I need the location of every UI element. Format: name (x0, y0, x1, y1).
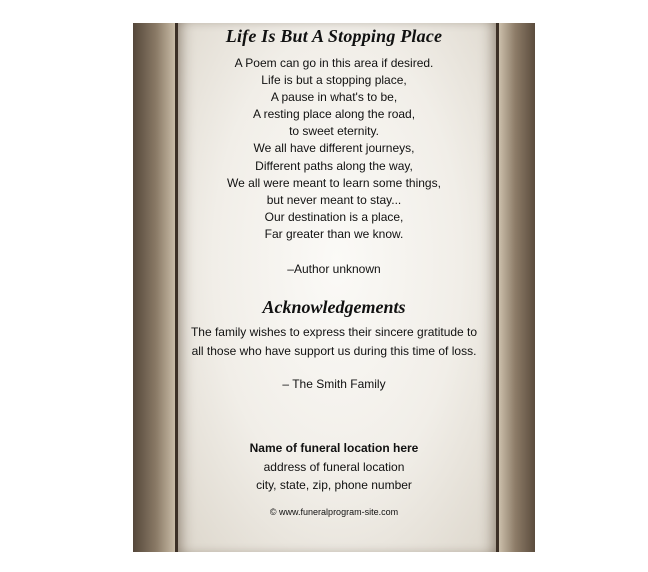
page-title: Life Is But A Stopping Place (225, 26, 443, 46)
poem-author: –Author unknown (287, 262, 381, 277)
poem-line: Different paths along the way, (255, 158, 413, 173)
poem-line: We all have different journeys, (253, 141, 415, 156)
poem-line: Life is but a stopping place, (261, 73, 407, 88)
footer-copyright: © www.funeralprogram-site.com (269, 506, 399, 517)
acknowledgements-heading: Acknowledgements (262, 297, 406, 318)
poem-line: A pause in what's to be, (270, 90, 398, 105)
poem (133, 55, 535, 243)
poem-line: Our destination is a place, (264, 209, 404, 224)
location-name: Name of funeral location here (249, 441, 419, 456)
poem-line: We all were meant to learn some things, (227, 175, 441, 190)
poem-line: A Poem can go in this area if desired. (234, 56, 434, 70)
acknowledgements-text: The family wishes to express their sincere gratitude to all those who have support us during this time of loss. (190, 325, 478, 358)
poem-line: A resting place along the road, (252, 107, 416, 122)
family-signature: – The Smith Family (282, 377, 386, 392)
poem-line: to sweet eternity. (289, 124, 379, 139)
poem-line: Far greater than we know. (264, 226, 404, 241)
location-city: city, state, zip, phone number (256, 478, 412, 493)
poem-line: but never meant to stay... (266, 192, 402, 207)
program-content (133, 23, 535, 517)
location-address: address of funeral location (263, 459, 405, 474)
